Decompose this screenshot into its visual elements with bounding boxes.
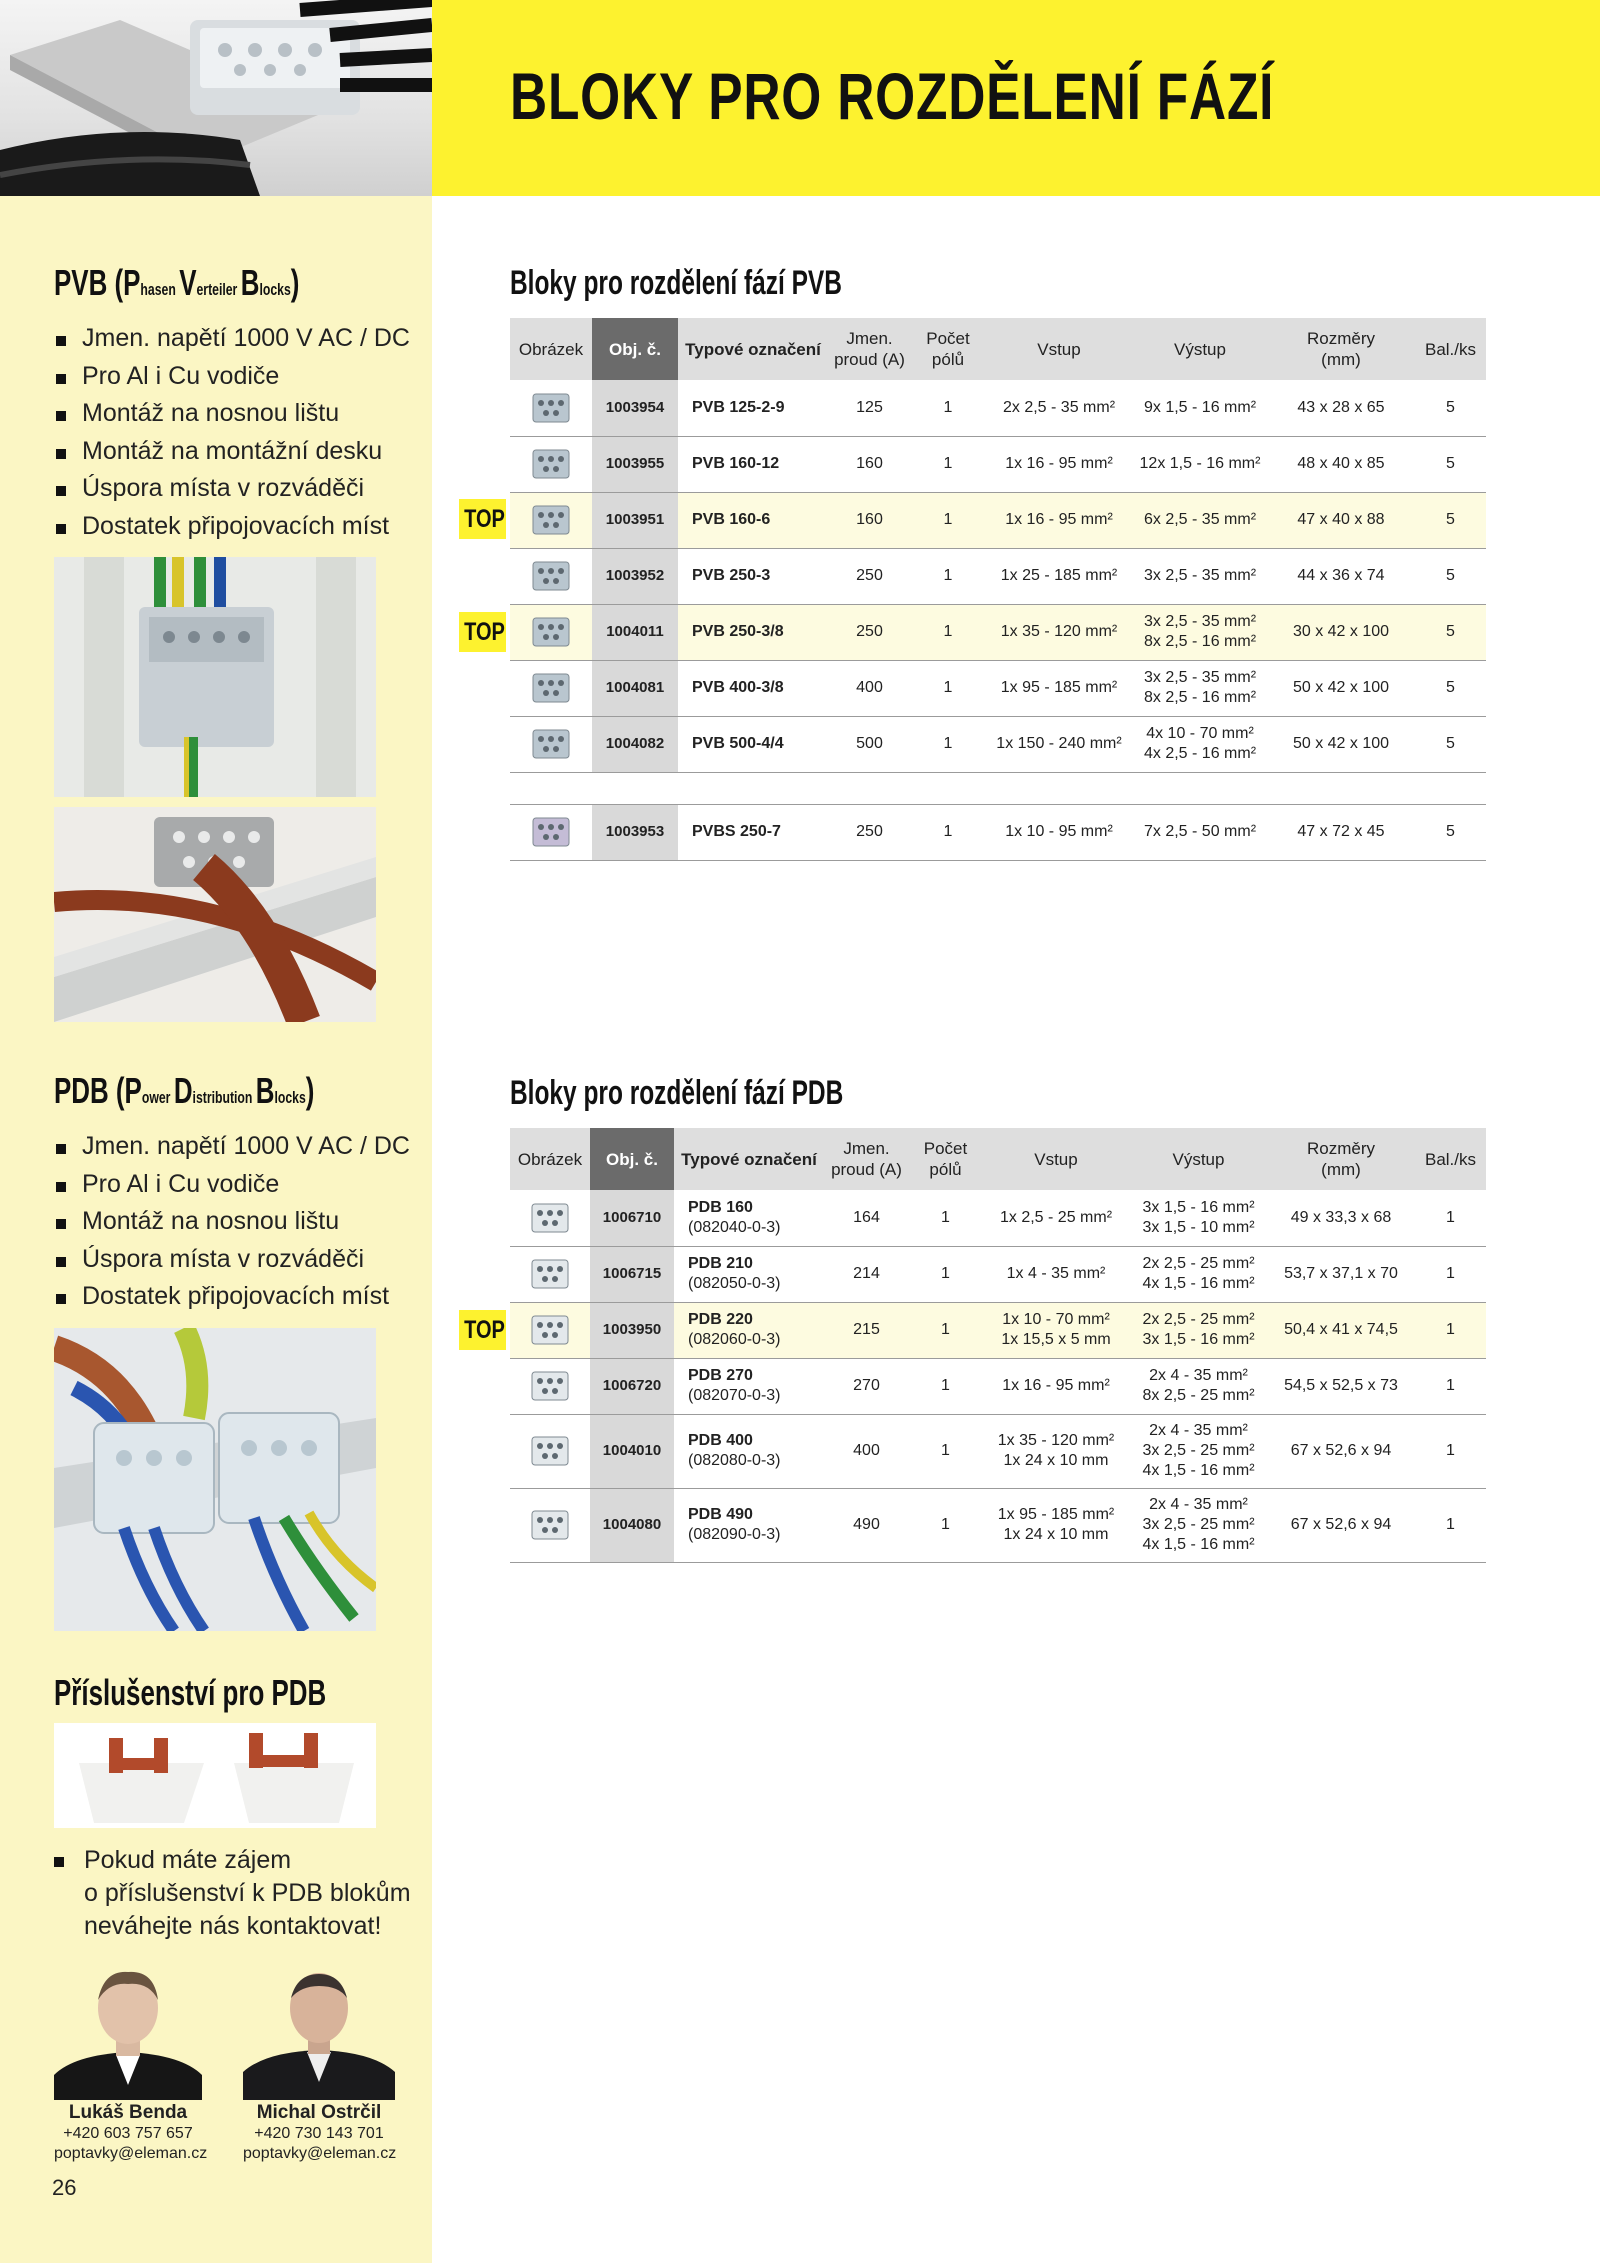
bullet bbox=[54, 1857, 64, 1867]
pdb-side-title: PDB (Power Distribution Blocks) bbox=[54, 1070, 315, 1111]
type-cell: PVB 250-3/8 bbox=[678, 604, 828, 660]
pack-cell: 5 bbox=[1415, 492, 1486, 548]
note-line: Pokud máte zájem bbox=[84, 1846, 292, 1874]
col-header-input: Vstup bbox=[982, 1128, 1130, 1190]
feature-item: Pro Al i Cu vodiče bbox=[52, 358, 410, 396]
cell-line: PDB 210 bbox=[688, 1255, 753, 1272]
feature-item: Úspora místa v rozváděči bbox=[52, 1241, 410, 1279]
spacer-cell bbox=[592, 772, 678, 804]
cell-line: 1x 2,5 - 25 mm² bbox=[999, 1208, 1113, 1226]
obj-number-cell: 1003955 bbox=[592, 436, 678, 492]
accessories-title: Příslušenství pro PDB bbox=[54, 1672, 327, 1713]
cell-line: 6x 2,5 - 35 mm² bbox=[1143, 511, 1257, 528]
current-cell: 400 bbox=[824, 1414, 909, 1488]
cell-line: 2x 2,5 - 25 mm² bbox=[1142, 1311, 1255, 1328]
spacer-cell bbox=[828, 772, 911, 804]
col-header-output: Výstup bbox=[1130, 1128, 1267, 1190]
input-cell: 2x 2,5 - 35 mm² bbox=[985, 380, 1133, 436]
cell-line: 1x 24 x 10 mm bbox=[1003, 1452, 1109, 1469]
cell-line: PDB 220 bbox=[688, 1311, 753, 1328]
contact-card-1 bbox=[54, 2102, 208, 2164]
note-line: o příslušenství k PDB blokům bbox=[84, 1879, 411, 1907]
cell-line: 3x 2,5 - 25 mm² bbox=[1142, 1516, 1255, 1533]
type-cell: PVBS 250-7 bbox=[678, 804, 828, 860]
input-cell bbox=[982, 1190, 1130, 1246]
poles-cell: 1 bbox=[911, 604, 985, 660]
output-cell bbox=[1133, 436, 1267, 492]
col-header-type: Typové označení bbox=[674, 1128, 824, 1190]
cell-line: 4x 2,5 - 16 mm² bbox=[1143, 745, 1257, 762]
pack-cell: 5 bbox=[1415, 548, 1486, 604]
pdb-feature-list bbox=[52, 1128, 410, 1316]
type-cell: PVB 125-2-9 bbox=[678, 380, 828, 436]
poles-cell: 1 bbox=[911, 380, 985, 436]
pvb-table-title: Bloky pro rozdělení fází PVB bbox=[510, 264, 842, 302]
pdb-table-title: Bloky pro rozdělení fází PDB bbox=[510, 1074, 844, 1112]
cell-line: 1x 16 - 95 mm² bbox=[1002, 1377, 1110, 1394]
output-cell bbox=[1130, 1414, 1267, 1488]
col-header-dims: Rozměry (mm) bbox=[1267, 1128, 1415, 1190]
image-cell bbox=[510, 660, 592, 716]
product-thumbnail-icon bbox=[526, 1254, 574, 1294]
dims-cell: 49 x 33,3 x 68 bbox=[1267, 1190, 1415, 1246]
poles-cell: 1 bbox=[911, 492, 985, 548]
product-thumbnail-icon bbox=[526, 1198, 574, 1238]
table-row bbox=[510, 1302, 1486, 1358]
cell-line: 2x 4 - 35 mm² bbox=[1149, 1422, 1248, 1439]
poles-cell: 1 bbox=[911, 716, 985, 772]
output-cell bbox=[1133, 716, 1267, 772]
feature-item: Montáž na nosnou lištu bbox=[52, 395, 410, 433]
input-cell bbox=[982, 1246, 1130, 1302]
pack-cell: 5 bbox=[1415, 804, 1486, 860]
cell-line: PDB 400 bbox=[688, 1432, 753, 1449]
col-header-current: Jmen. proud (A) bbox=[824, 1128, 909, 1190]
contact-email[interactable]: poptavky@eleman.cz bbox=[243, 2145, 397, 2162]
image-cell bbox=[510, 380, 592, 436]
col-header-dims: Rozměry (mm) bbox=[1267, 318, 1415, 380]
input-cell bbox=[982, 1302, 1130, 1358]
pvb-side-title: PVB (Phasen Verteiler Blocks) bbox=[54, 262, 300, 303]
table-header-row bbox=[510, 318, 1486, 380]
col-header-obj: Obj. č. bbox=[592, 318, 678, 380]
type-cell bbox=[674, 1488, 824, 1562]
contact-card-2 bbox=[243, 2102, 395, 2164]
table-row bbox=[510, 548, 1486, 604]
product-thumbnail-icon bbox=[527, 444, 575, 484]
cell-line: (082070-0-3) bbox=[688, 1387, 781, 1404]
col-header-current: Jmen. proud (A) bbox=[828, 318, 911, 380]
contact-name: Lukáš Benda bbox=[68, 2102, 188, 2123]
dims-cell: 67 x 52,6 x 94 bbox=[1267, 1414, 1415, 1488]
type-cell: PVB 160-12 bbox=[678, 436, 828, 492]
cell-line: 3x 2,5 - 35 mm² bbox=[1143, 613, 1257, 630]
cell-line: 3x 1,5 - 16 mm² bbox=[1142, 1331, 1255, 1348]
type-cell: PVB 500-4/4 bbox=[678, 716, 828, 772]
dims-cell: 53,7 x 37,1 x 70 bbox=[1267, 1246, 1415, 1302]
image-cell bbox=[510, 1190, 590, 1246]
output-cell bbox=[1133, 604, 1267, 660]
contact-email[interactable]: poptavky@eleman.cz bbox=[54, 2145, 208, 2162]
poles-cell: 1 bbox=[911, 548, 985, 604]
input-cell bbox=[982, 1488, 1130, 1562]
pvb-table bbox=[510, 318, 1486, 861]
current-cell: 160 bbox=[828, 492, 911, 548]
cell-line: 1x 15,5 x 5 mm bbox=[1001, 1331, 1111, 1348]
note-line: neváhejte nás kontaktovat! bbox=[84, 1912, 382, 1940]
output-cell bbox=[1133, 548, 1267, 604]
pack-cell: 5 bbox=[1415, 660, 1486, 716]
table-row bbox=[510, 1358, 1486, 1414]
avatar-lukas-benda bbox=[54, 1960, 202, 2100]
current-cell: 215 bbox=[824, 1302, 909, 1358]
current-cell: 250 bbox=[828, 548, 911, 604]
poles-cell: 1 bbox=[909, 1190, 982, 1246]
col-header-pack: Bal./ks bbox=[1415, 1128, 1486, 1190]
accessories-photo bbox=[54, 1723, 376, 1828]
cell-line: 3x 1,5 - 16 mm² bbox=[1142, 1198, 1255, 1216]
poles-cell: 1 bbox=[911, 660, 985, 716]
dims-cell: 54,5 x 52,5 x 73 bbox=[1267, 1358, 1415, 1414]
image-cell bbox=[510, 1358, 590, 1414]
cell-line: PDB 160 bbox=[688, 1198, 753, 1216]
current-cell: 125 bbox=[828, 380, 911, 436]
current-cell: 400 bbox=[828, 660, 911, 716]
image-cell bbox=[510, 716, 592, 772]
hero-photo-distribution-block bbox=[0, 0, 432, 196]
dims-cell: 47 x 40 x 88 bbox=[1267, 492, 1415, 548]
pack-cell: 5 bbox=[1415, 380, 1486, 436]
output-cell bbox=[1133, 660, 1267, 716]
table-row bbox=[510, 380, 1486, 436]
input-cell: 1x 16 - 95 mm² bbox=[985, 436, 1133, 492]
cell-line: (082050-0-3) bbox=[688, 1275, 781, 1292]
image-cell bbox=[510, 492, 592, 548]
type-cell: PVB 160-6 bbox=[678, 492, 828, 548]
poles-cell: 1 bbox=[911, 436, 985, 492]
pack-cell: 5 bbox=[1415, 716, 1486, 772]
table-row bbox=[510, 1246, 1486, 1302]
pack-cell: 1 bbox=[1415, 1358, 1486, 1414]
cell-line: 1x 95 - 185 mm² bbox=[997, 1506, 1115, 1523]
pvb-product-photo-1 bbox=[54, 557, 376, 797]
type-cell bbox=[674, 1414, 824, 1488]
type-cell: PVB 250-3 bbox=[678, 548, 828, 604]
current-cell: 250 bbox=[828, 804, 911, 860]
contact-phone[interactable]: +420 603 757 657 bbox=[63, 2125, 193, 2142]
obj-number-cell: 1003953 bbox=[592, 804, 678, 860]
cell-line: 4x 1,5 - 16 mm² bbox=[1142, 1536, 1255, 1553]
feature-item: Montáž na montážní desku bbox=[52, 433, 410, 471]
current-cell: 270 bbox=[824, 1358, 909, 1414]
product-thumbnail-icon bbox=[527, 724, 575, 764]
poles-cell: 1 bbox=[909, 1246, 982, 1302]
cell-line: 8x 2,5 - 16 mm² bbox=[1143, 689, 1257, 706]
current-cell: 500 bbox=[828, 716, 911, 772]
spacer-cell bbox=[678, 772, 828, 804]
output-cell bbox=[1130, 1358, 1267, 1414]
pack-cell: 1 bbox=[1415, 1190, 1486, 1246]
output-cell: 7x 2,5 - 50 mm² bbox=[1133, 804, 1267, 860]
table-spacer-row bbox=[510, 772, 1486, 804]
cell-line: (082090-0-3) bbox=[688, 1526, 781, 1543]
poles-cell: 1 bbox=[909, 1488, 982, 1562]
col-header-obj: Obj. č. bbox=[590, 1128, 674, 1190]
output-cell bbox=[1133, 380, 1267, 436]
table-row bbox=[510, 660, 1486, 716]
pack-cell: 1 bbox=[1415, 1488, 1486, 1562]
col-header-pack: Bal./ks bbox=[1415, 318, 1486, 380]
obj-number-cell: 1004081 bbox=[592, 660, 678, 716]
feature-item: Dostatek připojovacích míst bbox=[52, 508, 410, 546]
top-badge: TOP bbox=[459, 1310, 506, 1350]
product-thumbnail-icon bbox=[527, 500, 575, 540]
feature-item: Dostatek připojovacích míst bbox=[52, 1278, 410, 1316]
input-cell bbox=[982, 1414, 1130, 1488]
dims-cell: 50,4 x 41 x 74,5 bbox=[1267, 1302, 1415, 1358]
input-cell bbox=[982, 1358, 1130, 1414]
type-cell bbox=[674, 1302, 824, 1358]
output-cell bbox=[1133, 492, 1267, 548]
type-cell bbox=[674, 1246, 824, 1302]
cell-line: 4x 10 - 70 mm² bbox=[1146, 725, 1254, 742]
col-header-image: Obrázek bbox=[510, 318, 592, 380]
image-cell bbox=[510, 1488, 590, 1562]
cell-line: 1x 24 x 10 mm bbox=[1003, 1526, 1109, 1543]
pdb-table bbox=[510, 1128, 1486, 1563]
cell-line: 4x 1,5 - 16 mm² bbox=[1142, 1275, 1255, 1292]
dims-cell: 50 x 42 x 100 bbox=[1267, 716, 1415, 772]
dims-cell: 47 x 72 x 45 bbox=[1267, 804, 1415, 860]
product-thumbnail-icon bbox=[526, 1505, 574, 1545]
feature-item: Jmen. napětí 1000 V AC / DC bbox=[52, 1128, 410, 1166]
col-header-poles: Počet pólů bbox=[909, 1128, 982, 1190]
cell-line: PDB 270 bbox=[688, 1367, 753, 1384]
spacer-cell bbox=[510, 772, 592, 804]
obj-number-cell: 1003950 bbox=[590, 1302, 674, 1358]
obj-number-cell: 1003952 bbox=[592, 548, 678, 604]
image-cell bbox=[510, 548, 592, 604]
image-cell bbox=[510, 1414, 590, 1488]
table-row bbox=[510, 1488, 1486, 1562]
obj-number-cell: 1006720 bbox=[590, 1358, 674, 1414]
obj-number-cell: 1003954 bbox=[592, 380, 678, 436]
table-row bbox=[510, 716, 1486, 772]
obj-number-cell: 1006715 bbox=[590, 1246, 674, 1302]
output-cell bbox=[1130, 1190, 1267, 1246]
cell-line: (082040-0-3) bbox=[688, 1218, 781, 1236]
col-header-input: Vstup bbox=[985, 318, 1133, 380]
cell-line: 2x 4 - 35 mm² bbox=[1149, 1367, 1248, 1384]
poles-cell: 1 bbox=[911, 804, 985, 860]
cell-line: 2x 2,5 - 25 mm² bbox=[1142, 1255, 1255, 1272]
cell-line: 9x 1,5 - 16 mm² bbox=[1143, 398, 1257, 416]
dims-cell: 48 x 40 x 85 bbox=[1267, 436, 1415, 492]
dims-cell: 30 x 42 x 100 bbox=[1267, 604, 1415, 660]
cell-line: 4x 1,5 - 16 mm² bbox=[1142, 1462, 1255, 1479]
pack-cell: 1 bbox=[1415, 1302, 1486, 1358]
obj-number-cell: 1004010 bbox=[590, 1414, 674, 1488]
pvb-product-photo-2 bbox=[54, 807, 376, 1022]
cell-line: 3x 2,5 - 25 mm² bbox=[1142, 1442, 1255, 1459]
type-cell bbox=[674, 1190, 824, 1246]
cell-line: (082060-0-3) bbox=[688, 1331, 781, 1348]
type-cell: PVB 400-3/8 bbox=[678, 660, 828, 716]
cell-line: 3x 2,5 - 35 mm² bbox=[1143, 669, 1257, 686]
image-cell bbox=[510, 1246, 590, 1302]
cell-line: 3x 1,5 - 10 mm² bbox=[1142, 1218, 1255, 1236]
obj-number-cell: 1004082 bbox=[592, 716, 678, 772]
input-cell: 1x 25 - 185 mm² bbox=[985, 548, 1133, 604]
spacer-cell bbox=[911, 772, 985, 804]
product-thumbnail-icon bbox=[527, 668, 575, 708]
output-cell bbox=[1130, 1488, 1267, 1562]
contact-name: Michal Ostrčil bbox=[256, 2102, 382, 2123]
pvb-feature-list bbox=[52, 320, 410, 545]
input-cell: 1x 10 - 95 mm² bbox=[985, 804, 1133, 860]
feature-item: Montáž na nosnou lištu bbox=[52, 1203, 410, 1241]
image-cell bbox=[510, 1302, 590, 1358]
dims-cell: 44 x 36 x 74 bbox=[1267, 548, 1415, 604]
top-badge: TOP bbox=[459, 612, 506, 652]
contact-phone[interactable]: +420 730 143 701 bbox=[254, 2125, 384, 2142]
table-row bbox=[510, 436, 1486, 492]
input-cell: 1x 95 - 185 mm² bbox=[985, 660, 1133, 716]
product-thumbnail-icon bbox=[527, 388, 575, 428]
obj-number-cell: 1004080 bbox=[590, 1488, 674, 1562]
page-number: 26 bbox=[52, 2175, 77, 2200]
current-cell: 214 bbox=[824, 1246, 909, 1302]
col-header-image: Obrázek bbox=[510, 1128, 590, 1190]
obj-number-cell: 1004011 bbox=[592, 604, 678, 660]
input-cell: 1x 16 - 95 mm² bbox=[985, 492, 1133, 548]
product-thumbnail-icon bbox=[526, 1366, 574, 1406]
input-cell: 1x 150 - 240 mm² bbox=[985, 716, 1133, 772]
cell-line: 1x 10 - 70 mm² bbox=[1002, 1311, 1110, 1328]
image-cell bbox=[510, 436, 592, 492]
spacer-cell bbox=[1415, 772, 1486, 804]
image-cell bbox=[510, 604, 592, 660]
pdb-product-photo bbox=[54, 1328, 376, 1631]
cell-line: 8x 2,5 - 25 mm² bbox=[1142, 1387, 1255, 1404]
poles-cell: 1 bbox=[909, 1414, 982, 1488]
product-thumbnail-icon bbox=[526, 1310, 574, 1350]
product-thumbnail-icon bbox=[527, 556, 575, 596]
obj-number-cell: 1003951 bbox=[592, 492, 678, 548]
dims-cell: 43 x 28 x 65 bbox=[1267, 380, 1415, 436]
input-cell: 1x 35 - 120 mm² bbox=[985, 604, 1133, 660]
page-title: BLOKY PRO ROZDĚLENÍ FÁZÍ bbox=[510, 59, 1275, 133]
product-thumbnail-icon bbox=[526, 1431, 574, 1471]
feature-item: Jmen. napětí 1000 V AC / DC bbox=[52, 320, 410, 358]
table-row bbox=[510, 1190, 1486, 1246]
spacer-cell bbox=[985, 772, 1133, 804]
cell-line: PDB 490 bbox=[688, 1506, 753, 1523]
col-header-type: Typové označení bbox=[678, 318, 828, 380]
cell-line: 12x 1,5 - 16 mm² bbox=[1139, 455, 1261, 472]
spacer-cell bbox=[1133, 772, 1267, 804]
current-cell: 250 bbox=[828, 604, 911, 660]
cell-line: 1x 4 - 35 mm² bbox=[1006, 1265, 1106, 1282]
pack-cell: 5 bbox=[1415, 604, 1486, 660]
feature-item: Pro Al i Cu vodiče bbox=[52, 1166, 410, 1204]
cell-line: 8x 2,5 - 16 mm² bbox=[1143, 633, 1257, 650]
image-cell bbox=[510, 804, 592, 860]
table-row bbox=[510, 604, 1486, 660]
cell-line: 2x 4 - 35 mm² bbox=[1149, 1496, 1248, 1513]
product-thumbnail-icon bbox=[527, 812, 575, 852]
current-cell: 164 bbox=[824, 1190, 909, 1246]
obj-number-cell: 1006710 bbox=[590, 1190, 674, 1246]
cell-line: (082080-0-3) bbox=[688, 1452, 781, 1469]
current-cell: 490 bbox=[824, 1488, 909, 1562]
table-row bbox=[510, 804, 1486, 860]
table-row bbox=[510, 1414, 1486, 1488]
col-header-poles: Počet pólů bbox=[911, 318, 985, 380]
type-cell bbox=[674, 1358, 824, 1414]
table-row bbox=[510, 492, 1486, 548]
output-cell bbox=[1130, 1302, 1267, 1358]
poles-cell: 1 bbox=[909, 1302, 982, 1358]
avatar-michal-ostrcil bbox=[243, 1960, 395, 2100]
feature-item: Úspora místa v rozváděči bbox=[52, 470, 410, 508]
cell-line: 3x 2,5 - 35 mm² bbox=[1143, 567, 1257, 584]
spacer-cell bbox=[1267, 772, 1415, 804]
current-cell: 160 bbox=[828, 436, 911, 492]
dims-cell: 50 x 42 x 100 bbox=[1267, 660, 1415, 716]
pack-cell: 1 bbox=[1415, 1246, 1486, 1302]
top-badge: TOP bbox=[459, 499, 506, 539]
output-cell bbox=[1130, 1246, 1267, 1302]
table-header-row bbox=[510, 1128, 1486, 1190]
poles-cell: 1 bbox=[909, 1358, 982, 1414]
col-header-output: Výstup bbox=[1133, 318, 1267, 380]
pack-cell: 1 bbox=[1415, 1414, 1486, 1488]
cell-line: 1x 35 - 120 mm² bbox=[997, 1432, 1115, 1449]
dims-cell: 67 x 52,6 x 94 bbox=[1267, 1488, 1415, 1562]
pack-cell: 5 bbox=[1415, 436, 1486, 492]
product-thumbnail-icon bbox=[527, 612, 575, 652]
accessories-note bbox=[54, 1844, 411, 1943]
